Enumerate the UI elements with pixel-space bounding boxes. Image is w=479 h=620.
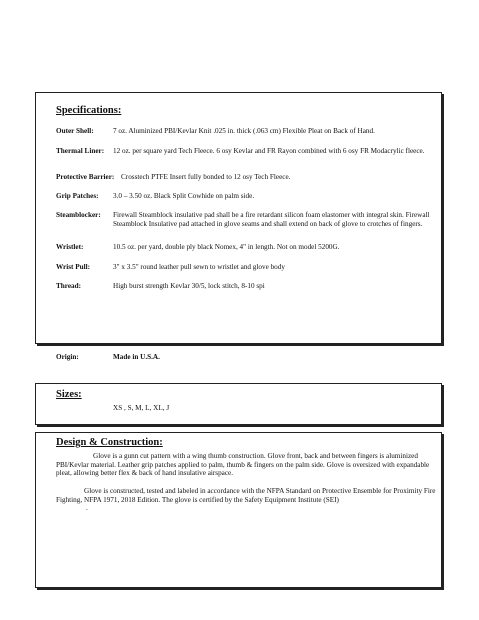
outer-shell-label: Outer Shell:	[56, 127, 94, 135]
sizes-value: XS , S, M, L, XL, J	[113, 404, 170, 412]
grip-patches-label: Grip Patches:	[56, 192, 99, 200]
sizes-heading: Sizes:	[56, 389, 82, 400]
thread-label: Thread:	[56, 282, 82, 290]
design-heading: Design & Construction:	[56, 437, 163, 448]
design-paragraph-2: Glove is constructed, tested and labeled in accordance with the NFPA Standard on Protective Ensemble for Proximity Fire Fighting, NFPA 1971, 2018 Edition. The glove is certified by the Safety Equipment Institute (SEI)	[56, 487, 436, 504]
sizes-section	[35, 383, 442, 425]
wrist-pull-label: Wrist Pull:	[56, 263, 91, 271]
wristlet-value: 10.5 oz. per yard, double ply black Nomex, 4" in length. Not on model 5200G.	[113, 243, 340, 251]
wrist-pull-value: 3" x 3.5" round leather pull sewn to wristlet and glove body	[113, 263, 285, 271]
thread-value: High burst strength Kevlar 30/5, lock stitch, 8-10 spi	[113, 282, 265, 290]
wristlet-label: Wristlet:	[56, 243, 84, 251]
protective-barrier-label: Protective Barrier:	[56, 173, 115, 181]
grip-patches-value: 3.0 – 3.50 oz. Black Split Cowhide on palm side.	[113, 192, 255, 200]
thermal-liner-value: 12 oz. per square yard Tech Fleece. 6 osy Kevlar and FR Rayon combined with 6 osy FR Modacrylic fleece.	[113, 147, 425, 155]
specifications-heading: Specifications:	[56, 105, 122, 116]
steamblocker-label: Steamblocker:	[56, 211, 101, 219]
outer-shell-value: 7 oz. Aluminized PBI/Kevlar Knit .025 in. thick (.063 cm) Flexible Pleat on Back of Hand.	[113, 127, 375, 135]
thermal-liner-label: Thermal Liner:	[56, 147, 105, 155]
specifications-section	[35, 92, 442, 344]
design-paragraph-1: Glove is a gunn cut pattern with a wing thumb construction. Glove front, back and between fingers is aluminized PBI/Kevlar material. Leather grip patches applied to palm, thumb & fingers on the palm side. Glove is oversized with expandable pleat, allowing better flex & back of hand insulative airspace.	[56, 452, 430, 478]
steamblocker-value: Firewall Steamblock insulative pad shall be a fire retardant silicon foam elastomer with integral skin. Firewall Steamblock Insulative pad attached in glove seams and shall extend on back of glove to crotches of fingers.	[113, 211, 430, 228]
origin-label: Origin:	[56, 353, 79, 361]
design-trailing-period: .	[86, 504, 88, 512]
design-construction-section	[35, 432, 442, 588]
origin-value: Made in U.S.A.	[113, 353, 160, 361]
protective-barrier-value: Crosstech PTFE Insert fully bonded to 12 osy Tech Fleece.	[121, 173, 291, 181]
